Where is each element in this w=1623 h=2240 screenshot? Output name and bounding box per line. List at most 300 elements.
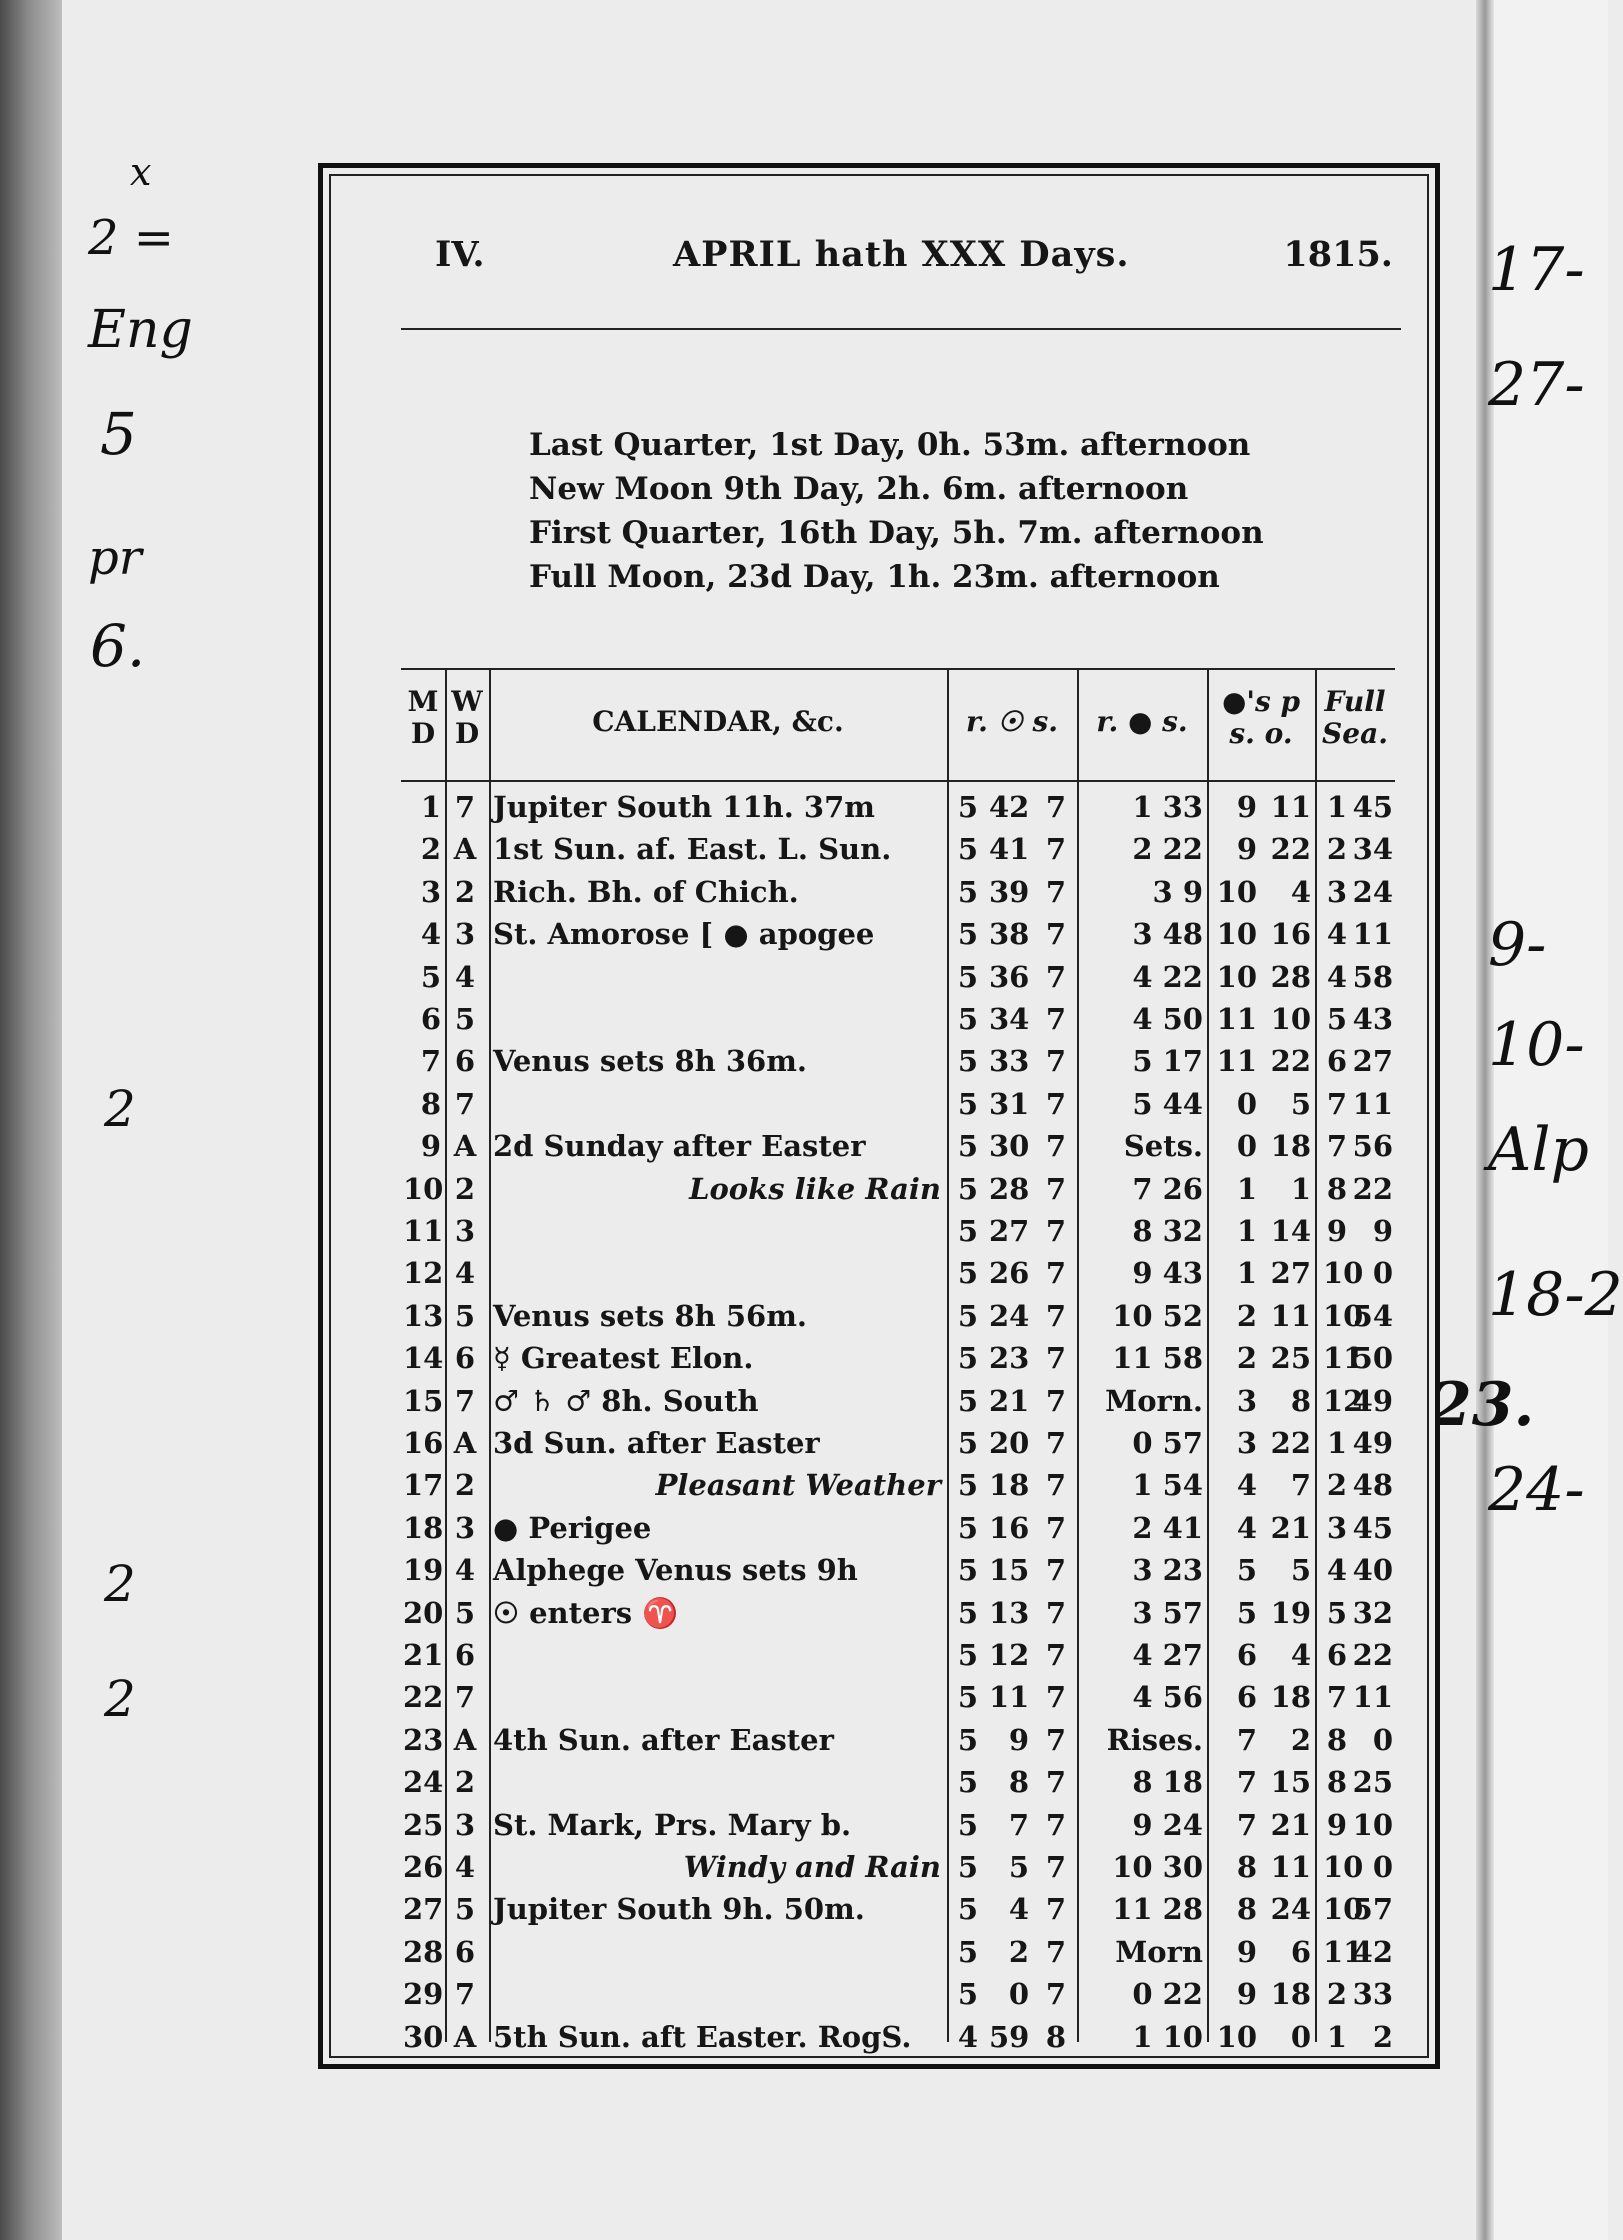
cell-fh: 7 [1326, 1086, 1348, 1121]
cell-moon: 5 44 [1132, 1086, 1203, 1121]
cell-wd: 2 [454, 1765, 476, 1800]
cell-rh: 5 [957, 1638, 979, 1672]
cell-mh: 10 [1216, 874, 1257, 909]
table-row [401, 1380, 1395, 1422]
cell-rh: 5 [957, 832, 979, 867]
cell-mh: 9 [1236, 790, 1257, 824]
cell-mm: 27 [1270, 1256, 1311, 1291]
cell-fm: 22 [1352, 1638, 1393, 1672]
cell-rh: 5 [957, 1722, 979, 1757]
cell-mm: 11 [1270, 790, 1311, 824]
cell-sh: 7 [1045, 1426, 1067, 1460]
page-title: APRIL hath XXX Days. [673, 234, 1130, 275]
cell-wd: A [453, 2019, 477, 2054]
cell-mm: 10 [1270, 1002, 1311, 1036]
column-header-full-sea: Full Sea. [1322, 685, 1388, 750]
cell-cal: Jupiter South 9h. 50m. [493, 1892, 865, 1927]
cell-rh: 5 [957, 1214, 979, 1248]
cell-rh: 5 [957, 1298, 979, 1333]
moon-phase-line: First Quarter, 16th Day, 5h. 7m. afternoon [529, 515, 1264, 551]
margin-note: 17- [1488, 235, 1585, 305]
column-header-moon: r. ● s. [1096, 705, 1188, 738]
cell-wd: 7 [454, 1977, 476, 2012]
cell-mh: 11 [1216, 1044, 1257, 1079]
cell-mm: 18 [1270, 1977, 1311, 2012]
cell-fh: 1 [1326, 790, 1348, 824]
cell-fm: 27 [1352, 1044, 1393, 1079]
table-row [401, 1507, 1395, 1549]
cell-mm: 5 [1290, 1553, 1311, 1588]
cell-sh: 7 [1045, 1256, 1067, 1291]
cell-moon: 9 24 [1132, 1807, 1203, 1842]
cell-rm: 24 [989, 1298, 1030, 1333]
cell-mm: 22 [1270, 832, 1311, 867]
cell-mm: 7 [1290, 1468, 1311, 1503]
cell-rm: 26 [989, 1256, 1030, 1291]
cell-mh: 1 [1236, 1214, 1257, 1248]
cell-mm: 1 [1290, 1171, 1311, 1206]
cell-mm: 5 [1290, 1086, 1311, 1121]
cell-sh: 8 [1045, 2019, 1067, 2054]
cell-mh: 5 [1236, 1553, 1257, 1588]
cell-moon: 1 33 [1132, 790, 1203, 824]
cell-cal: St. Mark, Prs. Mary b. [493, 1807, 852, 1842]
cell-wd: 3 [454, 1807, 476, 1842]
cell-md: 16 [403, 1426, 444, 1460]
margin-note: pr [88, 530, 142, 586]
cell-moon: 3 57 [1132, 1595, 1203, 1630]
cell-mh: 4 [1236, 1468, 1257, 1503]
cell-mm: 21 [1270, 1510, 1311, 1545]
cell-rh: 5 [957, 1595, 979, 1630]
cell-sh: 7 [1045, 1638, 1067, 1672]
cell-cal: ♂ ♄ ♂ 8h. South [493, 1383, 759, 1418]
column-header-calendar: CALENDAR, &c. [592, 705, 844, 738]
cell-wd: 7 [454, 1086, 476, 1121]
cell-cal: Looks like Rain [689, 1171, 941, 1206]
cell-mh: 3 [1236, 1426, 1257, 1460]
cell-moon: 1 10 [1132, 2019, 1203, 2054]
cell-md: 1 [420, 790, 441, 824]
cell-rm: 42 [989, 790, 1030, 824]
cell-md: 3 [420, 874, 441, 909]
cell-mh: 1 [1236, 1256, 1257, 1291]
cell-rh: 5 [957, 1977, 979, 2012]
cell-rh: 5 [957, 1002, 979, 1036]
cell-rh: 5 [957, 959, 979, 994]
cell-rh: 5 [957, 1892, 979, 1927]
cell-rh: 5 [957, 1468, 979, 1503]
cell-mh: 1 [1236, 1171, 1257, 1206]
cell-wd: 4 [454, 959, 476, 994]
cell-cal: Venus sets 8h 36m. [493, 1044, 807, 1079]
cell-fm: 2 [1372, 2019, 1393, 2054]
margin-note: 2 [104, 1670, 136, 1728]
cell-rm: 9 [1008, 1722, 1029, 1757]
cell-fm: 9 [1372, 1214, 1393, 1248]
cell-mm: 4 [1290, 1638, 1311, 1672]
cell-rm: 38 [989, 917, 1030, 952]
cell-wd: 6 [454, 1934, 476, 1969]
cell-fh: 10 [1323, 1256, 1364, 1291]
cell-rh: 5 [957, 1256, 979, 1291]
cell-wd: 4 [454, 1256, 476, 1291]
cell-sh: 7 [1045, 832, 1067, 867]
cell-wd: A [453, 1426, 477, 1460]
cell-md: 27 [403, 1892, 444, 1927]
cell-sh: 7 [1045, 1214, 1067, 1248]
cell-md: 23 [403, 1722, 444, 1757]
table-row [401, 1168, 1395, 1210]
table-row [401, 913, 1395, 955]
cell-mh: 10 [1216, 959, 1257, 994]
cell-sh: 7 [1045, 1002, 1067, 1036]
cell-rh: 5 [957, 1171, 979, 1206]
cell-md: 30 [403, 2019, 444, 2054]
cell-wd: 2 [454, 1171, 476, 1206]
cell-rm: 16 [989, 1510, 1030, 1545]
cell-wd: 7 [454, 1383, 476, 1418]
cell-fh: 2 [1326, 1468, 1348, 1503]
cell-md: 20 [403, 1595, 444, 1630]
cell-moon: 3 23 [1132, 1553, 1203, 1588]
cell-sh: 7 [1045, 959, 1067, 994]
cell-cal: 2d Sunday after Easter [493, 1129, 866, 1164]
cell-mh: 6 [1236, 1680, 1257, 1715]
cell-rh: 5 [957, 1086, 979, 1121]
cell-md: 14 [403, 1341, 444, 1376]
cell-mh: 5 [1236, 1595, 1257, 1630]
cell-sh: 7 [1045, 1468, 1067, 1503]
table-row [401, 1888, 1395, 1930]
cell-fh: 4 [1326, 1553, 1348, 1588]
moon-phase-line: Full Moon, 23d Day, 1h. 23m. afternoon [529, 559, 1220, 595]
cell-fm: 50 [1352, 1341, 1393, 1376]
cell-cal: Windy and Rain [683, 1850, 941, 1884]
table-row [401, 1846, 1395, 1888]
cell-rm: 21 [989, 1383, 1030, 1418]
cell-fm: 24 [1352, 874, 1393, 909]
cell-mm: 24 [1270, 1892, 1311, 1927]
margin-note: Eng [88, 300, 193, 360]
cell-rh: 5 [957, 1510, 979, 1545]
cell-cal: 4th Sun. after Easter [493, 1722, 834, 1757]
table-row [401, 1040, 1395, 1082]
margin-note: 24- [1488, 1455, 1585, 1525]
cell-cal: St. Amorose [ ● apogee [493, 917, 875, 952]
cell-rm: 28 [989, 1171, 1030, 1206]
table-row [401, 1931, 1395, 1973]
cell-rm: 13 [989, 1595, 1030, 1630]
cell-moon: 5 17 [1132, 1044, 1203, 1079]
cell-fm: 0 [1372, 1850, 1393, 1884]
table-row [401, 1337, 1395, 1379]
table-row [401, 1422, 1395, 1464]
cell-rh: 5 [957, 874, 979, 909]
cell-sh: 7 [1045, 1977, 1067, 2012]
cell-rh: 5 [957, 1850, 979, 1884]
cell-fh: 6 [1326, 1044, 1348, 1079]
cell-sh: 7 [1045, 1129, 1067, 1164]
cell-cal: 3d Sun. after Easter [493, 1426, 820, 1460]
cell-fh: 8 [1326, 1765, 1348, 1800]
cell-wd: 7 [454, 790, 476, 824]
cell-fm: 0 [1372, 1722, 1393, 1757]
cell-fh: 5 [1326, 1002, 1348, 1036]
cell-wd: 4 [454, 1850, 476, 1884]
margin-note: 2 [104, 1555, 136, 1613]
cell-rm: 33 [989, 1044, 1030, 1079]
cell-fh: 4 [1326, 917, 1348, 952]
cell-mh: 8 [1236, 1892, 1257, 1927]
cell-rm: 4 [1008, 1892, 1029, 1927]
cell-wd: A [453, 1722, 477, 1757]
cell-moon: 7 26 [1132, 1171, 1203, 1206]
margin-note: 10- [1488, 1010, 1585, 1080]
cell-fh: 3 [1326, 874, 1348, 909]
cell-moon: 2 41 [1132, 1510, 1203, 1545]
cell-md: 2 [420, 832, 441, 867]
cell-md: 7 [420, 1044, 441, 1079]
cell-moon: Rises. [1106, 1722, 1203, 1757]
table-row [401, 786, 1395, 828]
cell-rm: 39 [989, 874, 1030, 909]
cell-moon: 11 58 [1112, 1341, 1203, 1376]
cell-moon: 8 18 [1132, 1765, 1203, 1800]
cell-sh: 7 [1045, 1171, 1067, 1206]
cell-rm: 23 [989, 1341, 1030, 1376]
cell-moon: 10 30 [1112, 1850, 1203, 1884]
cell-rm: 2 [1008, 1934, 1029, 1969]
table-row [401, 1592, 1395, 1634]
page-header [323, 168, 1435, 328]
cell-fm: 33 [1352, 1977, 1393, 2012]
table-row [401, 828, 1395, 870]
cell-sh: 7 [1045, 1892, 1067, 1927]
cell-rh: 5 [957, 917, 979, 952]
cell-rm: 11 [989, 1680, 1030, 1715]
cell-moon: 4 56 [1132, 1680, 1203, 1715]
cell-fh: 7 [1326, 1129, 1348, 1164]
cell-cal: Alphege Venus sets 9h [493, 1553, 858, 1588]
cell-rm: 15 [989, 1553, 1030, 1588]
cell-fm: 57 [1352, 1892, 1393, 1927]
cell-wd: 6 [454, 1341, 476, 1376]
cell-sh: 7 [1045, 1722, 1067, 1757]
table-row [401, 2016, 1395, 2058]
cell-mm: 19 [1270, 1595, 1311, 1630]
cell-fm: 0 [1372, 1256, 1393, 1291]
cell-sh: 7 [1045, 917, 1067, 952]
cell-rm: 20 [989, 1426, 1030, 1460]
cell-sh: 7 [1045, 1934, 1067, 1969]
cell-fm: 42 [1352, 1934, 1393, 1969]
cell-rh: 5 [957, 1129, 979, 1164]
cell-mh: 2 [1236, 1298, 1257, 1333]
cell-fm: 45 [1352, 790, 1393, 824]
almanac-page-frame [318, 163, 1440, 2069]
table-row [401, 1973, 1395, 2015]
cell-mh: 10 [1216, 917, 1257, 952]
cell-sh: 7 [1045, 1341, 1067, 1376]
cell-moon: 2 22 [1132, 832, 1203, 867]
cell-fm: 34 [1352, 832, 1393, 867]
cell-md: 22 [403, 1680, 444, 1715]
cell-mh: 3 [1236, 1383, 1257, 1418]
cell-md: 29 [403, 1977, 444, 2012]
cell-mh: 9 [1236, 1934, 1257, 1969]
cell-wd: A [453, 1129, 477, 1164]
cell-rm: 41 [989, 832, 1030, 867]
cell-md: 13 [403, 1298, 444, 1333]
cell-rh: 5 [957, 790, 979, 824]
table-row [401, 1125, 1395, 1167]
cell-sh: 7 [1045, 1383, 1067, 1418]
cell-wd: 7 [454, 1680, 476, 1715]
cell-rm: 18 [989, 1468, 1030, 1503]
cell-wd: 2 [454, 1468, 476, 1503]
table-row [401, 998, 1395, 1040]
table-row [401, 1083, 1395, 1125]
cell-mm: 6 [1290, 1934, 1311, 1969]
cell-md: 5 [420, 959, 441, 994]
cell-fh: 6 [1326, 1638, 1348, 1672]
cell-rm: 30 [989, 1129, 1030, 1164]
cell-fh: 11 [1323, 1934, 1364, 1969]
column-header-wd: W D [451, 685, 483, 750]
cell-mm: 0 [1290, 2019, 1311, 2054]
cell-fm: 10 [1352, 1807, 1393, 1842]
cell-mh: 8 [1236, 1850, 1257, 1884]
cell-fm: 45 [1352, 1510, 1393, 1545]
cell-fm: 49 [1352, 1383, 1393, 1418]
cell-cal: ☉ enters ♈ [493, 1595, 679, 1630]
cell-wd: 5 [454, 1298, 476, 1333]
column-header-sun: r. ☉ s. [965, 705, 1059, 738]
cell-wd: 5 [454, 1595, 476, 1630]
cell-fm: 11 [1352, 917, 1393, 952]
cell-fh: 10 [1323, 1850, 1364, 1884]
cell-sh: 7 [1045, 1086, 1067, 1121]
cell-fh: 10 [1323, 1298, 1364, 1333]
cell-md: 9 [420, 1129, 441, 1164]
margin-note: 23. [1430, 1370, 1535, 1440]
cell-moon: 9 43 [1132, 1256, 1203, 1291]
cell-fm: 56 [1352, 1129, 1393, 1164]
column-header-md: M D [407, 685, 439, 750]
cell-moon: Morn. [1105, 1383, 1203, 1418]
cell-fh: 1 [1326, 1426, 1348, 1460]
cell-fm: 54 [1352, 1298, 1393, 1333]
cell-moon: 11 28 [1112, 1892, 1203, 1927]
moon-phase-line: New Moon 9th Day, 2h. 6m. afternoon [529, 471, 1189, 507]
cell-mh: 9 [1236, 832, 1257, 867]
cell-cal: 5th Sun. aft Easter. RogS. [493, 2019, 912, 2054]
cell-rm: 34 [989, 1002, 1030, 1036]
cell-rh: 5 [957, 1426, 979, 1460]
cell-md: 28 [403, 1934, 444, 1969]
cell-md: 15 [403, 1383, 444, 1418]
cell-mm: 8 [1290, 1383, 1311, 1418]
cell-cal: Rich. Bh. of Chich. [493, 874, 799, 909]
cell-sh: 7 [1045, 1553, 1067, 1588]
cell-rm: 36 [989, 959, 1030, 994]
cell-md: 18 [403, 1510, 444, 1545]
cell-rm: 8 [1008, 1765, 1029, 1800]
cell-wd: 3 [454, 917, 476, 952]
cell-md: 21 [403, 1638, 444, 1672]
cell-rh: 5 [957, 1341, 979, 1376]
cell-rh: 5 [957, 1807, 979, 1842]
table-row [401, 1252, 1395, 1294]
cell-fh: 7 [1326, 1680, 1348, 1715]
cell-moon: 10 52 [1112, 1298, 1203, 1333]
cell-rm: 59 [989, 2019, 1030, 2054]
cell-wd: 2 [454, 874, 476, 909]
cell-rh: 4 [957, 2019, 979, 2054]
cell-mh: 0 [1236, 1086, 1257, 1121]
cell-mm: 14 [1270, 1214, 1311, 1248]
cell-rh: 5 [957, 1383, 979, 1418]
cell-sh: 7 [1045, 1298, 1067, 1333]
cell-mm: 2 [1290, 1722, 1311, 1757]
cell-fm: 40 [1352, 1553, 1393, 1588]
cell-sh: 7 [1045, 1680, 1067, 1715]
cell-moon: Sets. [1123, 1129, 1203, 1164]
cell-moon: 0 22 [1132, 1977, 1203, 2012]
cell-sh: 7 [1045, 874, 1067, 909]
cell-cal: ● Perigee [493, 1510, 652, 1545]
month-number: IV. [435, 234, 485, 275]
cell-fm: 32 [1352, 1595, 1393, 1630]
cell-mh: 2 [1236, 1341, 1257, 1376]
table-row [401, 1549, 1395, 1591]
calendar-table [401, 668, 1395, 2054]
cell-md: 19 [403, 1553, 444, 1588]
cell-cal: Jupiter South 11h. 37m [493, 790, 875, 824]
table-row [401, 1719, 1395, 1761]
cell-rm: 31 [989, 1086, 1030, 1121]
cell-fh: 8 [1326, 1722, 1348, 1757]
cell-md: 17 [403, 1468, 444, 1503]
cell-wd: 3 [454, 1214, 476, 1248]
cell-rh: 5 [957, 1044, 979, 1079]
cell-mh: 4 [1236, 1510, 1257, 1545]
margin-note: 6. [90, 612, 146, 680]
header-row-rule [401, 780, 1395, 782]
cell-moon: 0 57 [1132, 1426, 1203, 1460]
cell-mh: 7 [1236, 1807, 1257, 1842]
margin-note: 27- [1488, 350, 1585, 420]
table-row [401, 1761, 1395, 1803]
cell-sh: 7 [1045, 1807, 1067, 1842]
cell-sh: 7 [1045, 1765, 1067, 1800]
moon-phase-line: Last Quarter, 1st Day, 0h. 53m. afternoon [529, 427, 1251, 463]
cell-rh: 5 [957, 1765, 979, 1800]
cell-fh: 9 [1326, 1214, 1348, 1248]
cell-sh: 7 [1045, 1595, 1067, 1630]
cell-mm: 21 [1270, 1807, 1311, 1842]
cell-md: 24 [403, 1765, 444, 1800]
cell-mm: 28 [1270, 959, 1311, 994]
cell-fh: 9 [1326, 1807, 1348, 1842]
cell-moon: Morn [1115, 1934, 1203, 1969]
cell-cal: 1st Sun. af. East. L. Sun. [493, 832, 892, 867]
cell-md: 26 [403, 1850, 444, 1884]
cell-mm: 4 [1290, 874, 1311, 909]
cell-sh: 7 [1045, 1510, 1067, 1545]
moon-phases [529, 423, 1264, 599]
